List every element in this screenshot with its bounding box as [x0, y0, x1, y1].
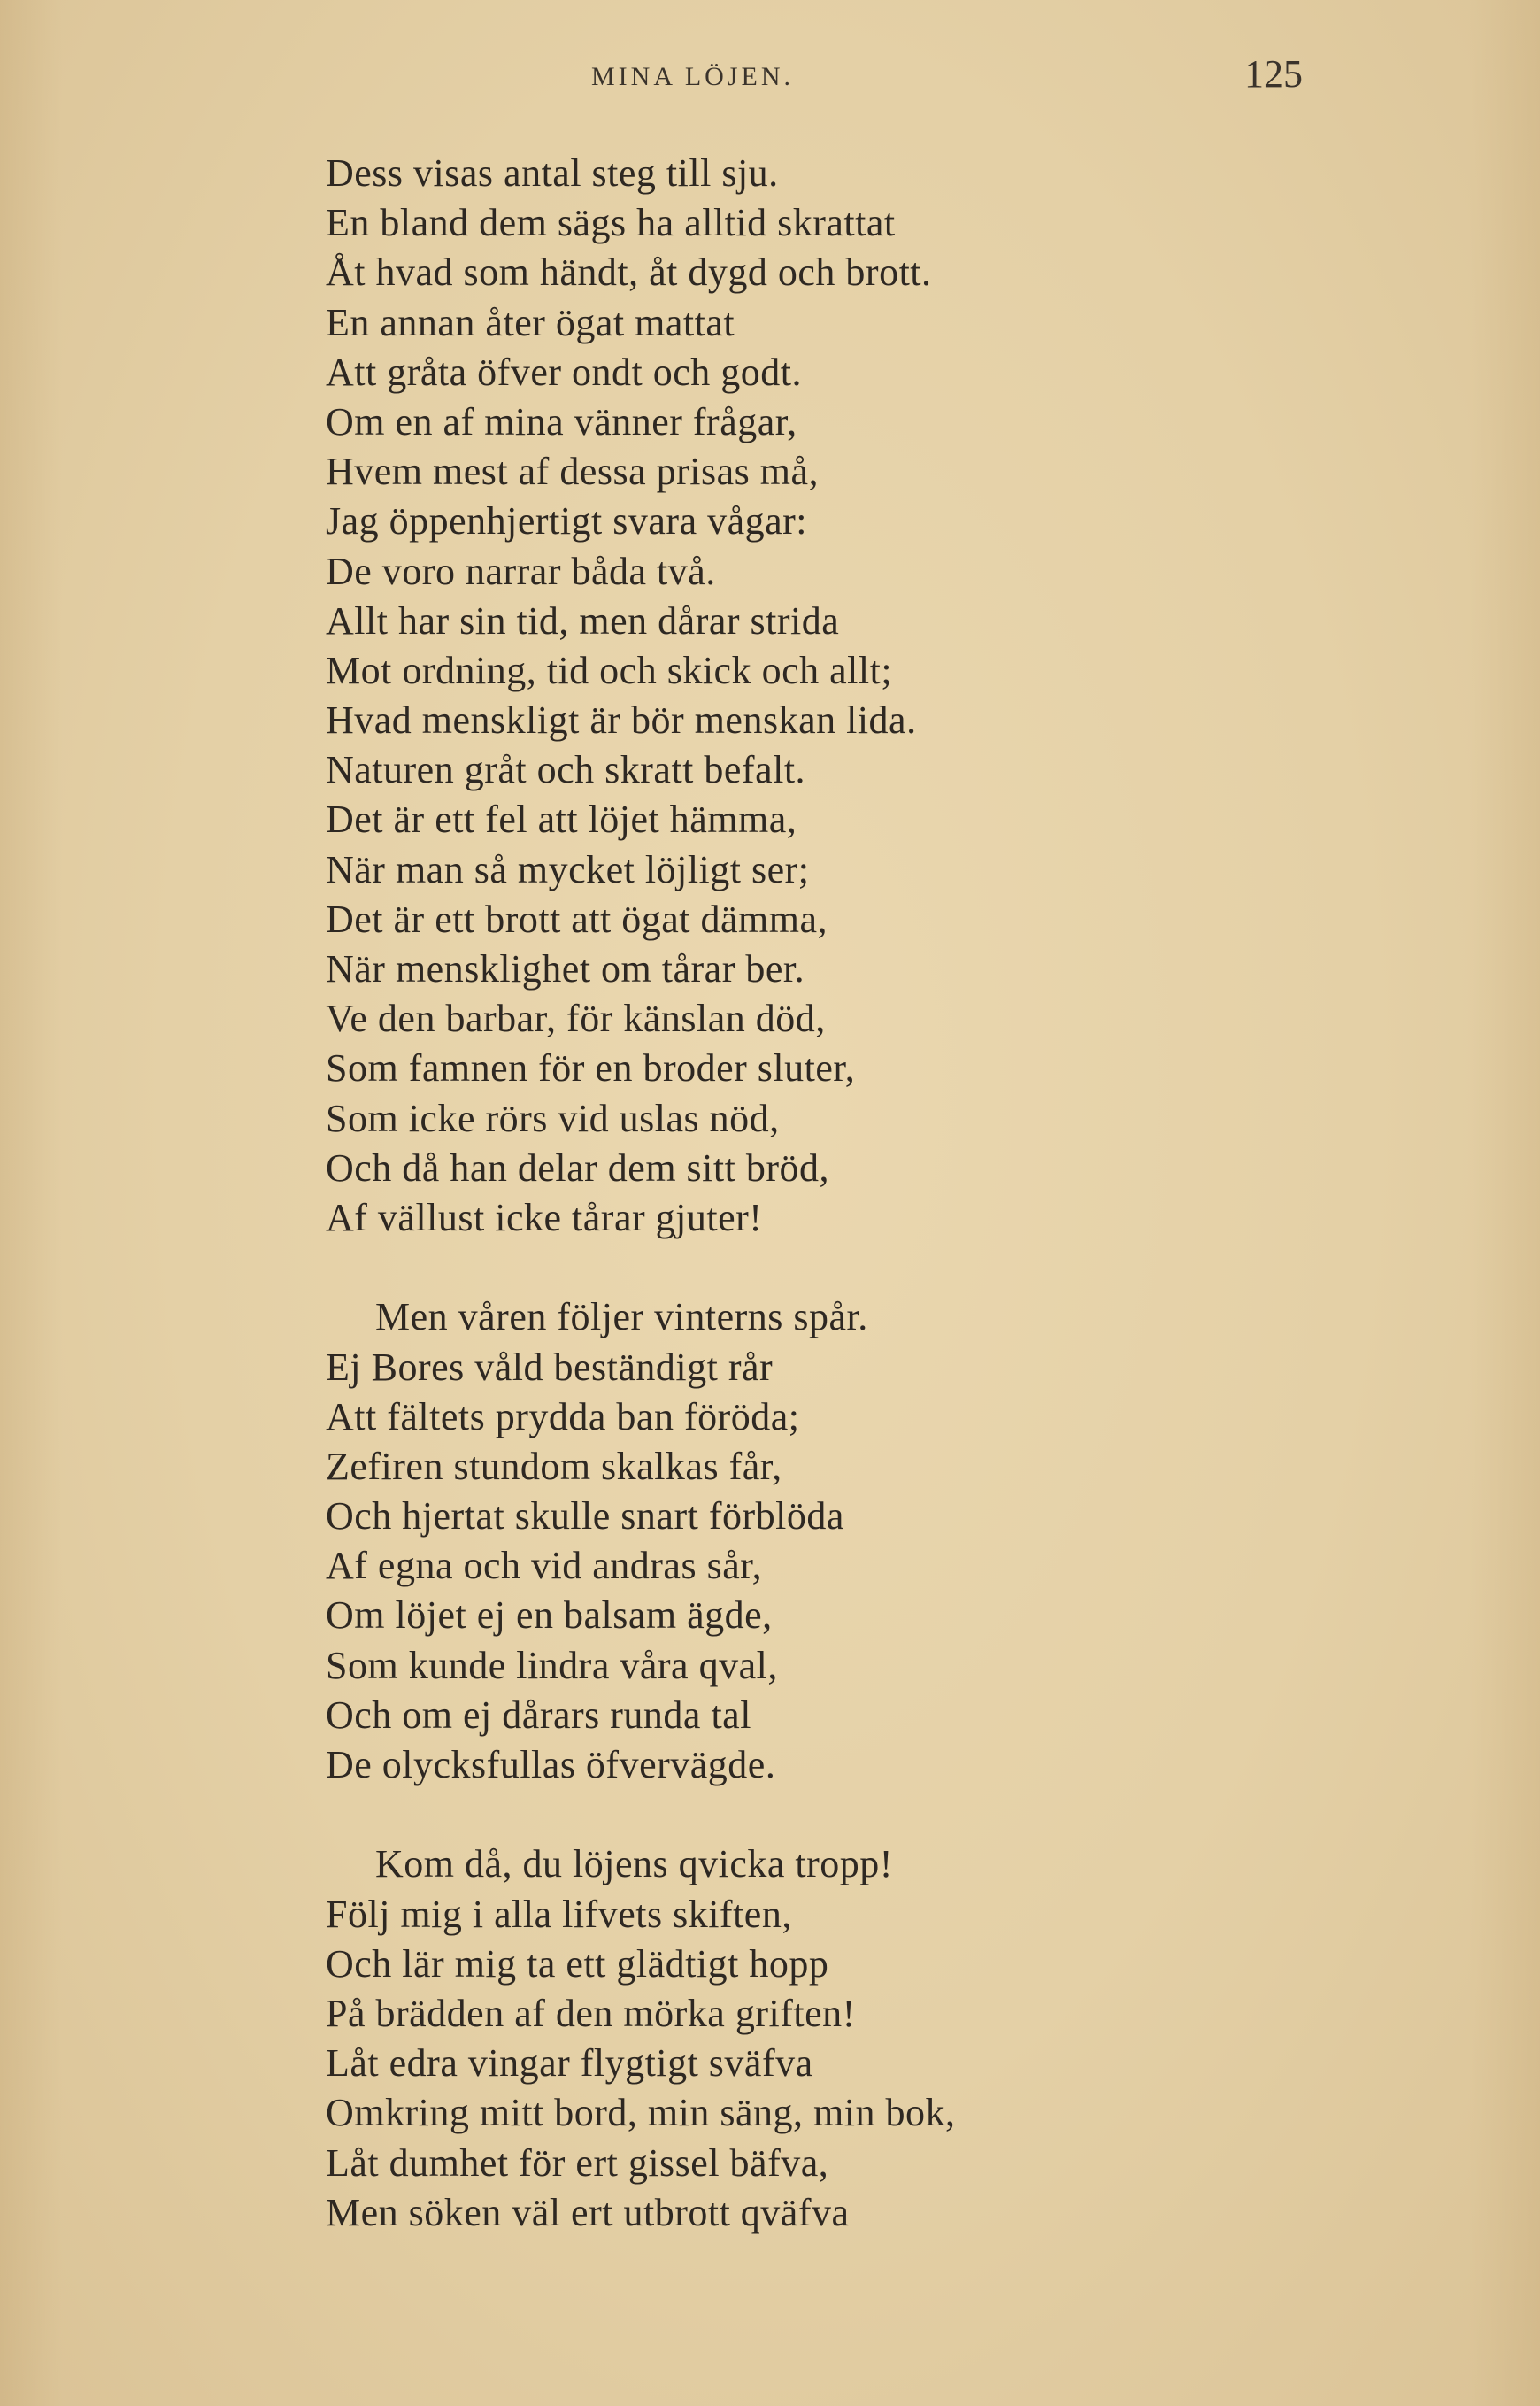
poem-line: När man så mycket löjligt ser; — [326, 847, 810, 891]
poem-line: Och lär mig ta ett glädtigt hopp — [326, 1941, 829, 1986]
poem-line: Omkring mitt bord, min säng, min bok, — [326, 2091, 956, 2135]
poem-line: Hvem mest af dessa prisas må, — [326, 450, 820, 494]
poem-line: Att fältets prydda ban föröda; — [326, 1394, 800, 1438]
poem-line: En annan åter ögat mattat — [326, 300, 735, 344]
poem-line: Af egna och vid andras sår, — [326, 1544, 763, 1588]
poem-line: Att gråta öfver ondt och godt. — [326, 350, 802, 394]
poem-line: Och hjertat skulle snart förblöda — [326, 1494, 844, 1538]
poem-line: Om löjet ej en balsam ägde, — [326, 1593, 773, 1638]
stanza-break — [326, 1243, 1494, 1292]
poem-body — [326, 149, 1494, 2238]
poem-line: Zefiren stundom skalkas får, — [326, 1444, 782, 1488]
stanza-1 — [326, 149, 1494, 1243]
poem-line: Och då han delar dem sitt bröd, — [326, 1145, 830, 1190]
poem-line: Allt har sin tid, men dårar strida — [326, 598, 840, 643]
stanza-2 — [326, 1292, 1494, 1790]
poem-line: Som famnen för en broder sluter, — [326, 1046, 856, 1091]
poem-line: Följ mig i alla lifvets skiften, — [326, 1892, 792, 1936]
poem-line: Ej Bores våld beständigt rår — [326, 1345, 774, 1389]
poem-line: Låt edra vingar flygtigt sväfva — [326, 2041, 813, 2086]
page-number: 125 — [1244, 52, 1303, 96]
poem-line: Låt dumhet för ert gissel bäfva, — [326, 2140, 829, 2185]
poem-line: Ve den barbar, för känslan död, — [326, 997, 826, 1041]
poem-line: Och om ej dårars runda tal — [326, 1693, 751, 1737]
poem-line: Men våren följer vinterns spår. — [375, 1295, 868, 1339]
poem-line: Som kunde lindra våra qval, — [326, 1643, 778, 1687]
stanza-break — [326, 1790, 1494, 1839]
poem-line: Men söken väl ert utbrott qväfva — [326, 2190, 850, 2234]
poem-line: När mensklighet om tårar ber. — [326, 947, 805, 991]
poem-line: På brädden af den mörka griften! — [326, 1991, 856, 2035]
poem-line: Som icke rörs vid uslas nöd, — [326, 1096, 780, 1140]
poem-line: De olycksfullas öfvervägde. — [326, 1743, 776, 1786]
poem-line: Dess visas antal steg till sju. — [326, 151, 779, 195]
poem-line: Mot ordning, tid och skick och allt; — [326, 648, 893, 692]
running-title: MINA LÖJEN. — [591, 62, 794, 91]
stanza-3 — [326, 1839, 1494, 2238]
poem-line: Det är ett brott att ögat dämma, — [326, 897, 828, 941]
poem-line: Hvad menskligt är bör menskan lida. — [326, 698, 917, 743]
poem-line: Åt hvad som händt, åt dygd och brott. — [326, 251, 932, 295]
poem-line: Det är ett fel att löjet hämma, — [326, 798, 797, 842]
poem-line: Naturen gråt och skratt befalt. — [326, 748, 806, 792]
poem-line: De voro narrar båda två. — [326, 549, 716, 593]
poem-line: Af vällust icke tårar gjuter! — [326, 1195, 763, 1239]
poem-line: Jag öppenhjertigt svara vågar: — [326, 499, 808, 544]
poem-line: Om en af mina vänner frågar, — [326, 399, 797, 443]
poem-line: Kom då, du löjens qvicka tropp! — [375, 1842, 893, 1886]
poem-line: En bland dem sägs ha alltid skrattat — [326, 201, 896, 245]
